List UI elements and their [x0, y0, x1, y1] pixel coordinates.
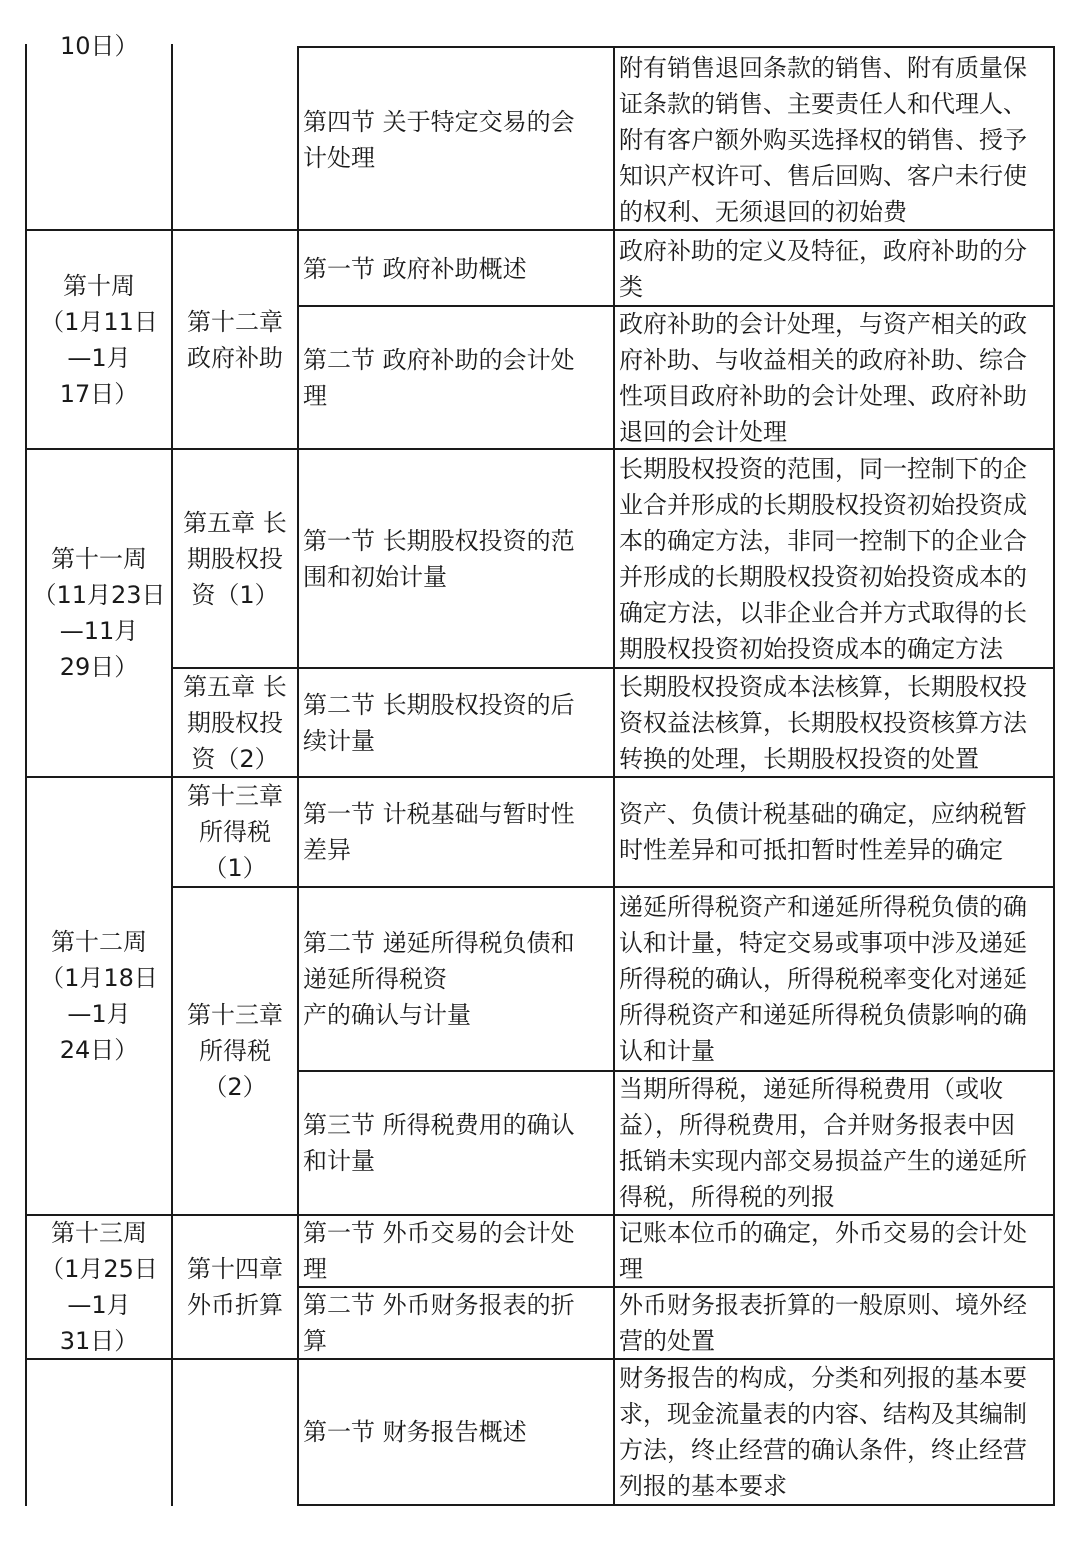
grid-line: [25, 448, 1055, 450]
section-cell: 第二节 长期股权投资的后 续计量: [303, 690, 575, 755]
grid-line: [25, 1358, 1055, 1360]
grid-line: [25, 776, 1055, 778]
content-cell: 资产、负债计税基础的确定，应纳税暂 时性差异和可抵扣暂时性差异的确定: [619, 800, 1027, 864]
chapter-cell: 第五章 长 期股权投 资（1）: [183, 508, 287, 609]
grid-line: [171, 886, 1055, 888]
grid-line: [297, 305, 1055, 307]
week-cell: 第十周 （1月11日 —1月 17日）: [40, 272, 158, 408]
chapter-cell: 第十四章 外币折算: [187, 1255, 283, 1319]
chapter-cell: 第十三章 所得税 （2）: [187, 1001, 283, 1101]
section-cell: 第二节 政府补助的会计处 理: [303, 345, 575, 410]
content-cell: 长期股权投资成本法核算，长期股权投 资权益法核算，长期股权投资核算方法 转换的处理，长期股权投资的处置: [619, 672, 1027, 773]
top-cut-text: 10日）: [60, 32, 139, 60]
grid-line: [25, 44, 27, 1506]
grid-line: [297, 46, 1055, 48]
section-cell: 第一节 外币交易的会计处 理: [303, 1219, 575, 1283]
chapter-cell: 第十三章 所得税 （1）: [187, 782, 283, 882]
content-cell: 长期股权投资的范围，同一控制下的企 业合并形成的长期股权投资初始投资成 本的确定方法，非同一控制下的企业合 并形成的长期股权投资初始投资成本的 确定方法，以非企业合并方式取得的长 期股权投资初始投资成本的确定方法: [619, 454, 1027, 663]
week-cell: 第十三周 （1月25日 —1月 31日）: [40, 1219, 158, 1355]
grid-line: [297, 1504, 1055, 1506]
content-cell: 当期所得税，递延所得税费用（或收 益），所得税费用，合并财务报表中因 抵销未实现内部交易损益产生的递延所 得税，所得税的列报: [619, 1075, 1027, 1211]
grid-line: [25, 1214, 1055, 1216]
week-cell: 第十一周 （11月23日 —11月 29日）: [32, 545, 166, 681]
grid-line: [171, 667, 1055, 669]
content-cell: 政府补助的会计处理，与资产相关的政 府补助、与收益相关的政府补助、综合 性项目政府补助的会计处理、政府补助 退回的会计处理: [619, 309, 1027, 446]
content-cell: 外币财务报表折算的一般原则、境外经 营的处置: [619, 1291, 1027, 1355]
section-cell: 第一节 计税基础与暂时性 差异: [303, 800, 575, 864]
content-cell: 递延所得税资产和递延所得税负债的确 认和计量，特定交易或事项中涉及递延 所得税的确认，所得税税率变化对递延 所得税资产和递延所得税负债影响的确 认和计量: [619, 893, 1027, 1065]
chapter-cell: 第五章 长 期股权投 资（2）: [183, 672, 287, 773]
content-cell: 记账本位币的确定，外币交易的会计处 理: [619, 1219, 1027, 1283]
grid-line: [297, 1286, 1055, 1288]
section-cell: 第三节 所得税费用的确认 和计量: [303, 1111, 575, 1175]
content-cell: 政府补助的定义及特征，政府补助的分 类: [619, 236, 1027, 301]
grid-line: [25, 229, 1055, 231]
section-cell: 第一节 政府补助概述: [303, 254, 527, 283]
grid-line: [171, 44, 173, 1506]
section-cell: 第四节 关于特定交易的会 计处理: [303, 108, 575, 172]
content-cell: 附有销售退回条款的销售、附有质量保 证条款的销售、主要责任人和代理人、 附有客户额外购买选择权的销售、授予 知识产权许可、售后回购、客户未行使 的权利、无须退回的初始费: [619, 54, 1027, 226]
section-cell: 第二节 外币财务报表的折 算: [303, 1291, 575, 1355]
section-cell: 第二节 递延所得税负债和 递延所得税资 产的确认与计量: [303, 929, 575, 1029]
chapter-cell: 第十二章 政府补助: [187, 308, 283, 372]
week-cell: 第十二周 （1月18日 —1月 24日）: [40, 928, 158, 1064]
section-cell: 第一节 财务报告概述: [303, 1418, 527, 1446]
section-cell: 第一节 长期股权投资的范 围和初始计量: [303, 526, 575, 591]
grid-line: [297, 1070, 1055, 1072]
content-cell: 财务报告的构成，分类和列报的基本要 求，现金流量表的内容、结构及其编制 方法，终止经营的确认条件，终止经营 列报的基本要求: [619, 1364, 1027, 1500]
